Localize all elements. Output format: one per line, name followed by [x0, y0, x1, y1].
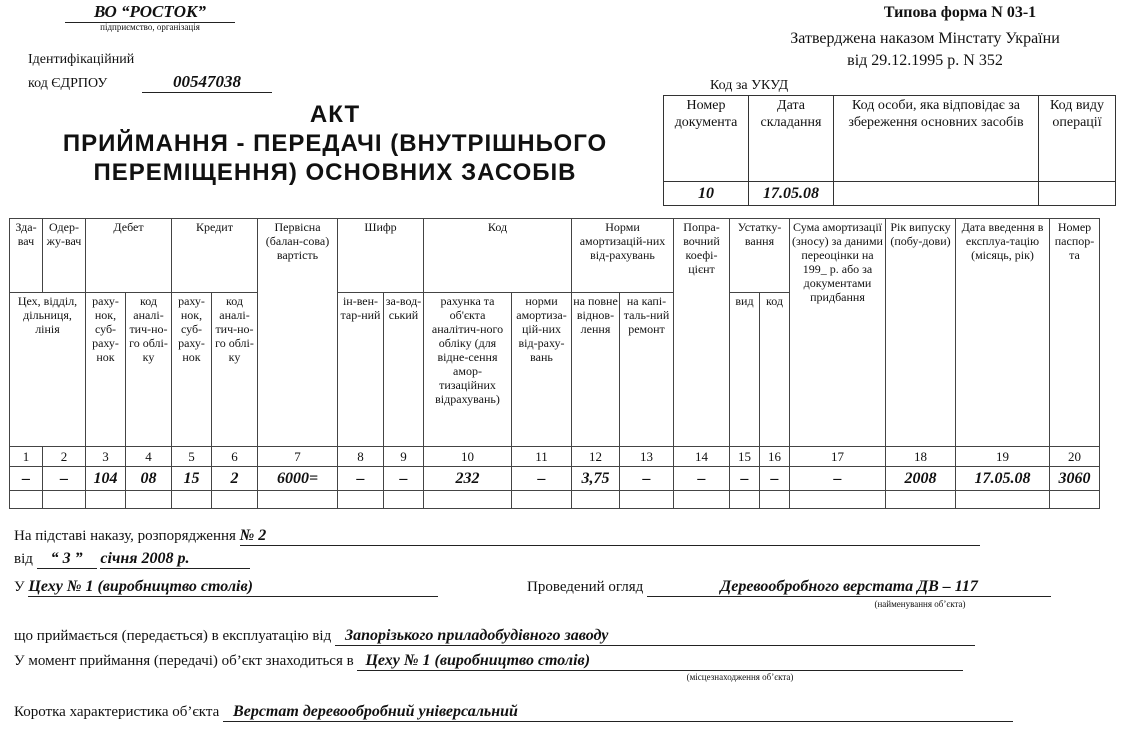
table-cell: 08 [126, 467, 172, 491]
in-label: У [14, 579, 25, 595]
table-cell: – [730, 467, 760, 491]
column-number: 9 [384, 447, 424, 467]
header-passport-number: Номер паспор-та [1050, 219, 1100, 447]
header-debet: Дебет [86, 219, 172, 293]
characteristic-line [14, 703, 1013, 722]
accepted-line [14, 627, 975, 646]
column-number: 11 [512, 447, 572, 467]
doc-number-header: Номер документа [664, 96, 749, 182]
header-zdavach: Зда-вач [10, 219, 43, 293]
date-month-year: січня 2008 р. [100, 550, 250, 569]
column-number: 19 [956, 447, 1050, 467]
approval-line-2: від 29.12.1995 р. N 352 [847, 52, 1003, 69]
date-from-label: від [14, 551, 33, 567]
column-number: 17 [790, 447, 886, 467]
empty-cell [760, 491, 790, 509]
table-row [10, 467, 1100, 491]
operation-code-header: Код виду операції [1039, 96, 1116, 182]
header-norm-code: норми амортиза-цій-них від-раху-вань [512, 293, 572, 447]
title-line-3: ПЕРЕМІЩЕННЯ) ОСНОВНИХ ЗАСОБІВ [93, 159, 577, 186]
doc-number-value: 10 [664, 182, 749, 206]
header-kredyt: Кредит [172, 219, 258, 293]
table-cell: 104 [86, 467, 126, 491]
approval-line-1: Затверджена наказом Мінстату України [790, 30, 1060, 47]
empty-cell [172, 491, 212, 509]
header-account-object: рахунка та об'єкта аналітич-ного обліку (для відне-сення амор-тизаційних відрахувань) [424, 293, 512, 447]
header-year: Рік випуску (побу-дови) [886, 219, 956, 447]
accepted-value: Запорізького приладобудівного заводу [335, 627, 975, 646]
table-cell: – [512, 467, 572, 491]
table-cell: 15 [172, 467, 212, 491]
header-kredyt-account: раху-нок, суб-раху-нок [172, 293, 212, 447]
empty-cell [212, 491, 258, 509]
header-depreciation-norms: Норми амортизацій-них від-рахувань [572, 219, 674, 293]
department-value: Цеху № 1 (виробництво столів) [28, 578, 438, 597]
empty-cell [384, 491, 424, 509]
operation-code-value [1039, 182, 1116, 206]
date-day: “ 3 ” [37, 550, 97, 569]
column-number: 1 [10, 447, 43, 467]
department-line [14, 578, 438, 597]
empty-cell [10, 491, 43, 509]
header-equipment-type: вид [730, 293, 760, 447]
location-label: У момент приймання (передачі) об’єкт знаходиться в [14, 653, 354, 669]
table-cell: 3060 [1050, 467, 1100, 491]
table-cell: – [760, 467, 790, 491]
column-number: 3 [86, 447, 126, 467]
basis-line [14, 527, 980, 546]
column-numbers-row [10, 447, 1100, 467]
location-caption: (місцезнаходження об’єкта) [686, 672, 794, 682]
table-cell: 232 [424, 467, 512, 491]
table-cell: – [620, 467, 674, 491]
responsible-person-header: Код особи, яка відповідає за збереження основних засобів [834, 96, 1039, 182]
column-number: 2 [43, 447, 86, 467]
characteristic-label: Коротка характеристика об’єкта [14, 704, 220, 720]
document-info-table [663, 95, 1116, 206]
header-original-cost: Первісна (балан-сова) вартість [258, 219, 338, 447]
column-number: 15 [730, 447, 760, 467]
header-oderzhuvach: Одер-жу-вач [43, 219, 86, 293]
empty-cell [424, 491, 512, 509]
title-line-2: ПРИЙМАННЯ - ПЕРЕДАЧІ (ВНУТРІШНЬОГО [62, 130, 608, 157]
edrpou-label: код ЄДРПОУ [28, 76, 108, 91]
location-value: Цеху № 1 (виробництво столів) [357, 652, 963, 671]
table-cell: 2 [212, 467, 258, 491]
header-depreciation-sum: Сума амортизації (зносу) за даними переоцінки на 199_ р. або за документами придбання [790, 219, 886, 447]
doc-date-header: Дата складання [749, 96, 834, 182]
header-full-restoration: на повне віднов-лення [572, 293, 620, 447]
header-commissioning-date: Дата введення в експлуа-тацію (місяць, рік) [956, 219, 1050, 447]
inspection-value: Деревообробного верстата ДВ – 117 [647, 578, 1051, 597]
inspection-line [527, 578, 1051, 597]
table-cell: – [10, 467, 43, 491]
empty-cell [1050, 491, 1100, 509]
inspection-caption: (найменування об’єкта) [874, 599, 966, 609]
header-kredyt-analytic: код аналі-тич-но-го облі-ку [212, 293, 258, 447]
empty-cell [43, 491, 86, 509]
header-equipment: Устатку-вання [730, 219, 790, 293]
empty-cell [620, 491, 674, 509]
basis-date-line [14, 550, 250, 569]
empty-cell [338, 491, 384, 509]
header-department: Цех, відділ, дільниця, лінія [10, 293, 86, 447]
column-number: 7 [258, 447, 338, 467]
inspection-label: Проведений огляд [527, 579, 644, 595]
column-number: 4 [126, 447, 172, 467]
identification-label: Ідентифікаційний [28, 52, 135, 67]
table-cell: – [674, 467, 730, 491]
empty-cell [956, 491, 1050, 509]
table-cell: 6000= [258, 467, 338, 491]
header-correction-factor: Попра-вочний коефі-цієнт [674, 219, 730, 447]
empty-cell [126, 491, 172, 509]
column-number: 8 [338, 447, 384, 467]
empty-cell [86, 491, 126, 509]
table-cell: – [338, 467, 384, 491]
accepted-label: що приймається (передається) в експлуатацію від [14, 628, 332, 644]
ukud-label: Код за УКУД [710, 78, 789, 93]
empty-cell [674, 491, 730, 509]
basis-value: № 2 [240, 527, 980, 546]
column-number: 12 [572, 447, 620, 467]
title-line-1: АКТ [309, 101, 361, 128]
organization-name: ВО “РОСТОК” [65, 2, 235, 23]
basis-label: На підставі наказу, розпорядження [14, 528, 236, 544]
header-capital-repair: на капі-таль-ний ремонт [620, 293, 674, 447]
table-cell: 3,75 [572, 467, 620, 491]
empty-cell [512, 491, 572, 509]
empty-row [10, 491, 1100, 509]
approval-note [730, 28, 1120, 72]
doc-date-value: 17.05.08 [749, 182, 834, 206]
table-cell: – [43, 467, 86, 491]
column-number: 16 [760, 447, 790, 467]
header-kod: Код [424, 219, 572, 293]
column-number: 18 [886, 447, 956, 467]
table-cell: 2008 [886, 467, 956, 491]
empty-cell [790, 491, 886, 509]
empty-cell [258, 491, 338, 509]
column-number: 10 [424, 447, 512, 467]
edrpou-code: 00547038 [142, 72, 272, 93]
header-debet-account: раху-нок, суб-раху-нок [86, 293, 126, 447]
empty-cell [886, 491, 956, 509]
empty-cell [730, 491, 760, 509]
header-factory: за-вод-ський [384, 293, 424, 447]
table-cell: 17.05.08 [956, 467, 1050, 491]
assets-table [9, 218, 1100, 509]
header-inventory: ін-вен-тар-ний [338, 293, 384, 447]
form-name: Типова форма N 03-1 [883, 4, 1037, 21]
column-number: 20 [1050, 447, 1100, 467]
table-cell: – [790, 467, 886, 491]
empty-cell [572, 491, 620, 509]
document-title [20, 100, 650, 187]
header-equipment-code: код [760, 293, 790, 447]
column-number: 13 [620, 447, 674, 467]
column-number: 14 [674, 447, 730, 467]
location-line [14, 652, 963, 671]
table-cell: – [384, 467, 424, 491]
characteristic-value: Верстат деревообробний універсальний [223, 703, 1013, 722]
responsible-person-value [834, 182, 1039, 206]
column-number: 6 [212, 447, 258, 467]
header-shyfr: Шифр [338, 219, 424, 293]
column-number: 5 [172, 447, 212, 467]
header-debet-analytic: код аналі-тич-но-го облі-ку [126, 293, 172, 447]
organization-caption: підприємство, організація [100, 22, 200, 32]
